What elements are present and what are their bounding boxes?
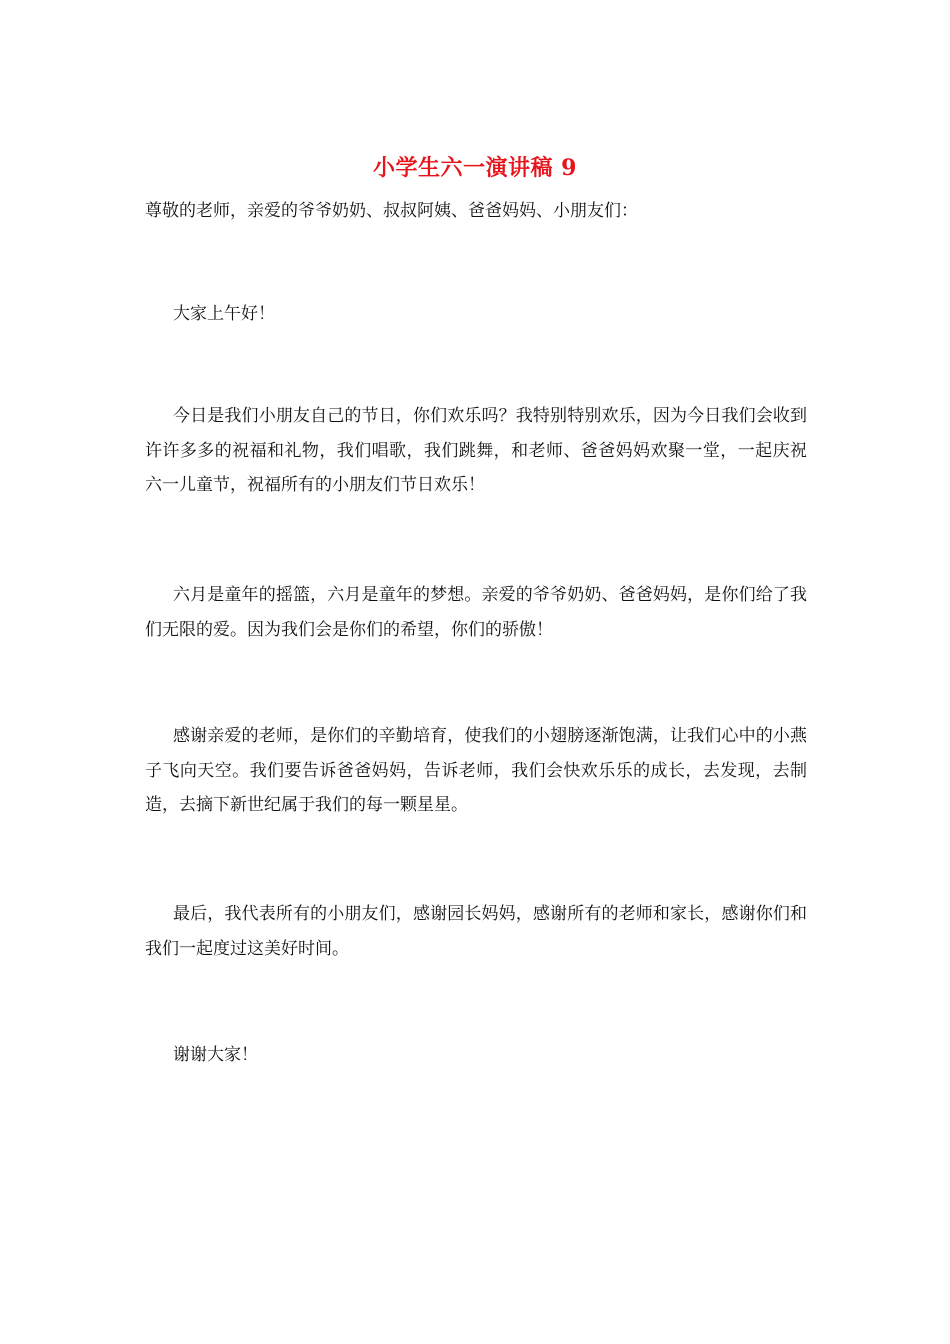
- document-title: 小学生六一演讲稿 9: [373, 155, 577, 181]
- paragraph-closing: 最后，我代表所有的小朋友们，感谢园长妈妈，感谢所有的老师和家长，感谢你们和我们一起度过这美好时间。: [145, 904, 807, 959]
- paragraph-june: 六月是童年的摇篮，六月是童年的梦想。亲爱的爷爷奶奶、爸爸妈妈，是你们给了我们无限的爱。因为我们会是你们的希望，你们的骄傲！: [145, 585, 807, 640]
- paragraph-greeting: 大家上午好！: [173, 304, 275, 324]
- salutation: 尊敬的老师，亲爱的爷爷奶奶、叔叔阿姨、爸爸妈妈、小朋友们：: [145, 201, 638, 221]
- paragraph-thanks-teachers: 感谢亲爱的老师，是你们的辛勤培育，使我们的小翅膀逐渐饱满，让我们心中的小燕子飞向天空。我们要告诉爸爸妈妈，告诉老师，我们会快欢乐乐的成长，去发现，去制造，去摘下新世纪属于我们的每一颗星星。: [145, 726, 807, 815]
- paragraph-thank-you: 谢谢大家！: [173, 1045, 258, 1065]
- paragraph-festival: 今日是我们小朋友自己的节日，你们欢乐吗？我特别特别欢乐，因为今日我们会收到许许多多的祝福和礼物，我们唱歌，我们跳舞，和老师、爸爸妈妈欢聚一堂，一起庆祝六一儿童节，祝福所有的小朋友们节日欢乐！: [145, 406, 807, 495]
